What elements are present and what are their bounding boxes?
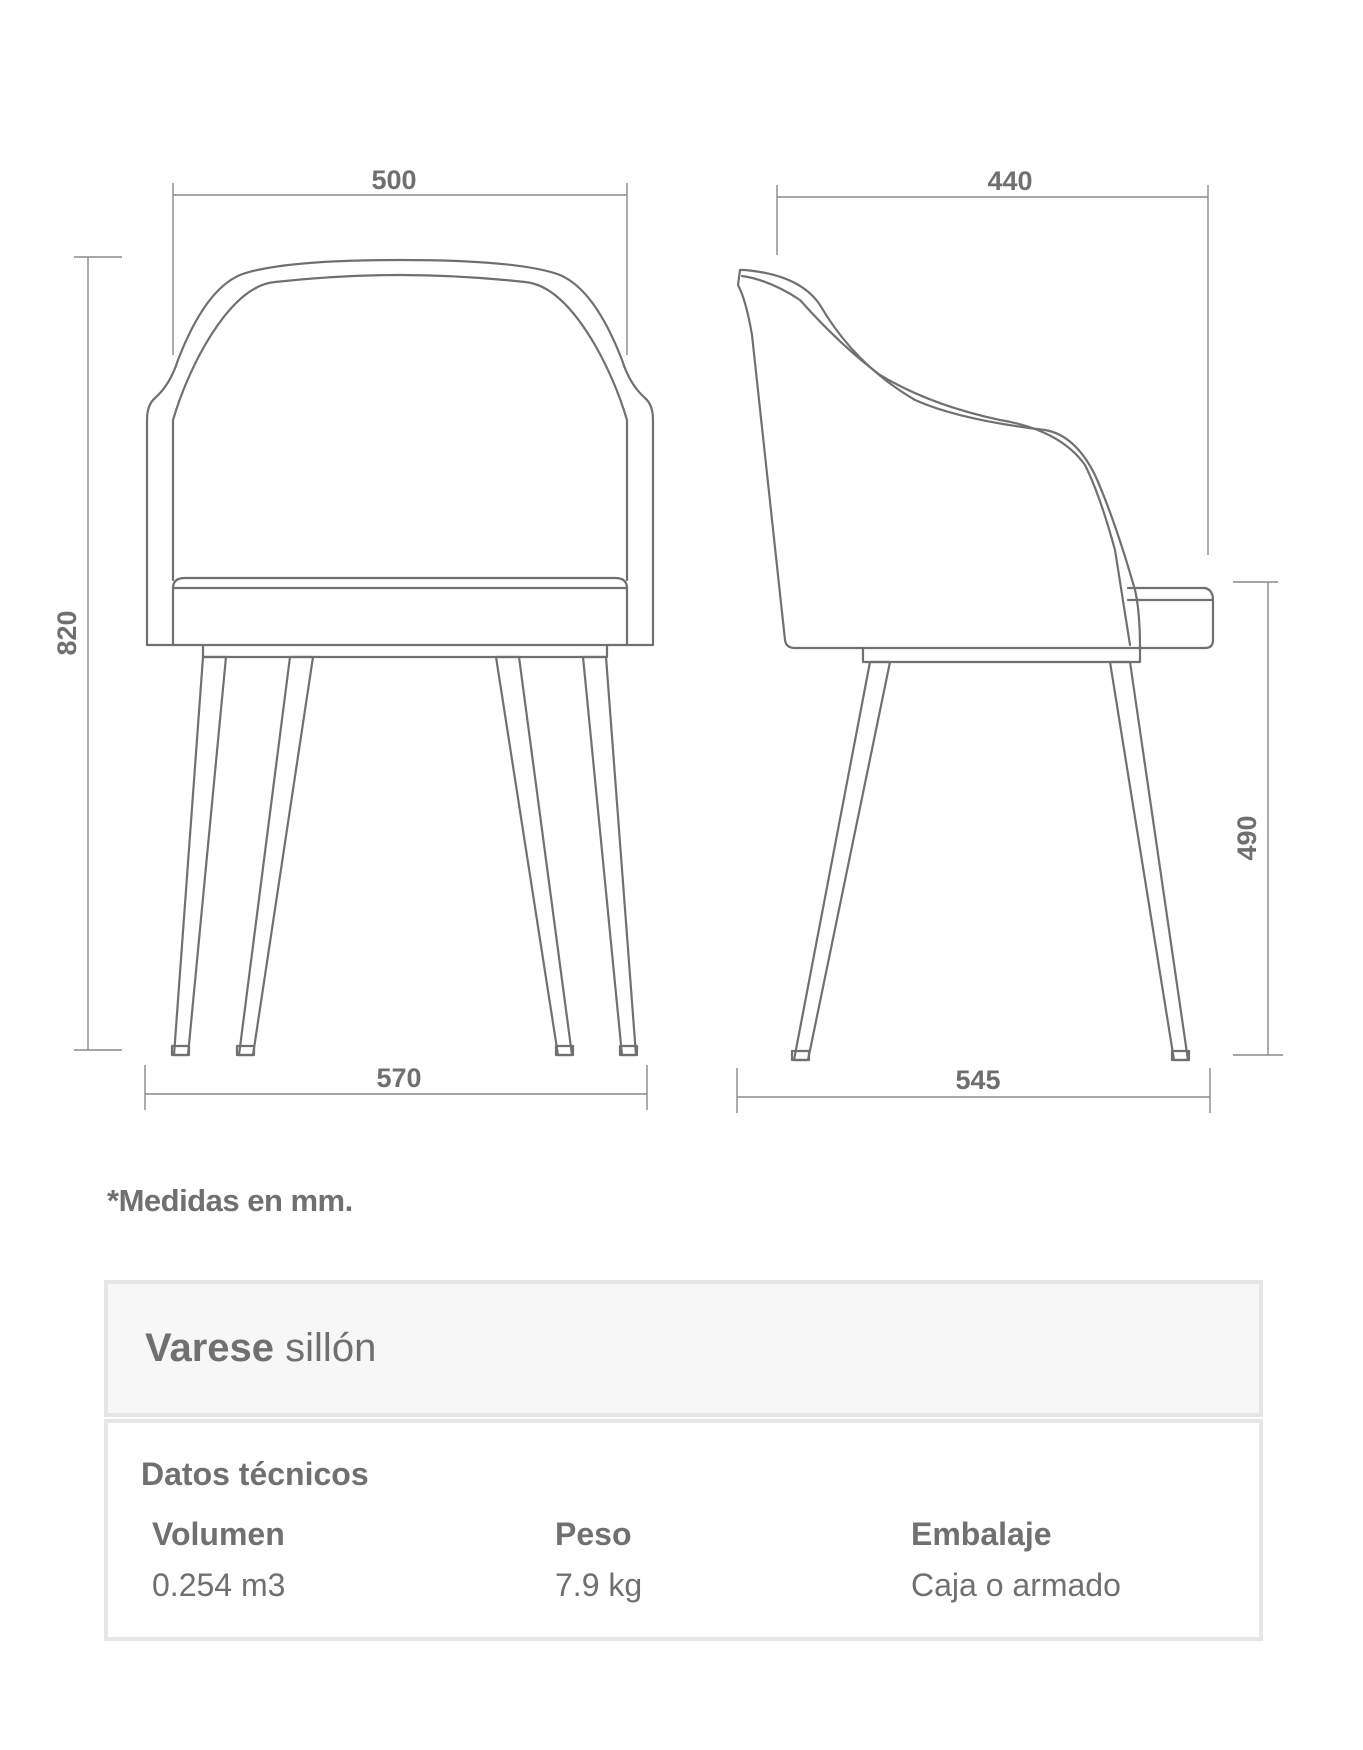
product-title [145, 1326, 376, 1371]
dim-side-base-depth: 545 [955, 1065, 1001, 1095]
spec-weight [555, 1516, 642, 1604]
dim-front-base-width: 570 [376, 1063, 422, 1093]
spec-packaging-label: Embalaje [911, 1516, 1052, 1552]
dim-seat-height: 490 [1232, 815, 1262, 861]
dim-front-top-width: 500 [371, 165, 417, 195]
technical-data-heading: Datos técnicos [141, 1456, 369, 1492]
spec-packaging [911, 1516, 1121, 1604]
spec-weight-label: Peso [555, 1516, 632, 1552]
spec-packaging-value: Caja o armado [911, 1567, 1121, 1603]
dim-overall-height: 820 [52, 610, 82, 656]
front-view-chair [147, 260, 653, 1055]
measurement-note: *Medidas en mm. [107, 1183, 353, 1218]
spec-weight-value: 7.9 kg [555, 1567, 643, 1603]
spec-volume [152, 1516, 285, 1604]
product-name: Varese [145, 1326, 275, 1370]
product-type: sillón [285, 1326, 377, 1370]
product-title-card [104, 1280, 1263, 1417]
side-view-chair [738, 270, 1213, 1060]
technical-data-card [104, 1419, 1263, 1641]
dim-side-top-width: 440 [987, 166, 1033, 196]
spec-volume-value: 0.254 m3 [152, 1567, 286, 1603]
spec-volume-label: Volumen [152, 1516, 285, 1552]
